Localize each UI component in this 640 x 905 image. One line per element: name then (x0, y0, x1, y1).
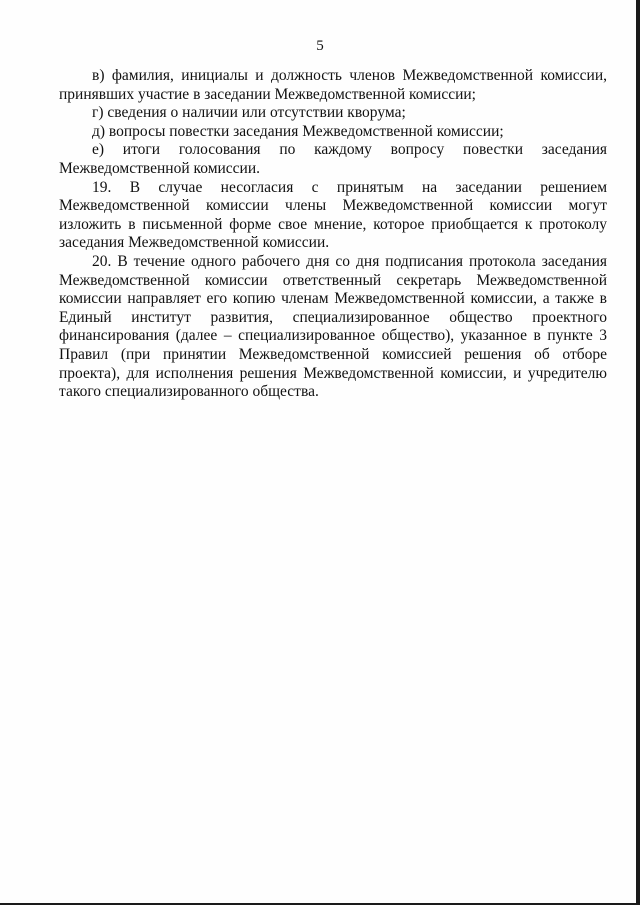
paragraph-item-g: г) сведения о наличии или отсутствии кворума; (92, 104, 406, 122)
scan-edge-right (636, 0, 640, 905)
paragraph-19: 19. В случае несогласия с принятым на заседании решением Межведомственной комиссии члены Межведомственной комиссии могут изложить в письменной форме свое мнение, которое приобщается к протоколу заседания Межведомственной комиссии. (59, 178, 607, 252)
paragraph-20: 20. В течение одного рабочего дня со дня подписания протокола заседания Межведомственной комиссии ответственный секретарь Межведомственной комиссии направляет его копию членам Межведомственной комиссии, а также в Единый институт развития, специализированное общество проектного финансирования (далее – специализированное общество), указанное в пункте 3 Правил (при принятии Межведомственной комиссией решения об отборе проекта), для исполнения решения Межведомственной комиссии, и учредителю такого специализированного общества. (59, 252, 607, 401)
document-body (59, 67, 607, 402)
paragraph-item-v: в) фамилия, инициалы и должность членов Межведомственной комиссии, принявших участие в заседании Межведомственной комиссии; (59, 67, 607, 103)
paragraph-item-d: д) вопросы повестки заседания Межведомственной комиссии; (92, 122, 504, 140)
paragraph-item-e: е) итоги голосования по каждому вопросу повестки заседания Межведомственной комиссии. (59, 141, 607, 177)
page-number: 5 (316, 38, 324, 54)
